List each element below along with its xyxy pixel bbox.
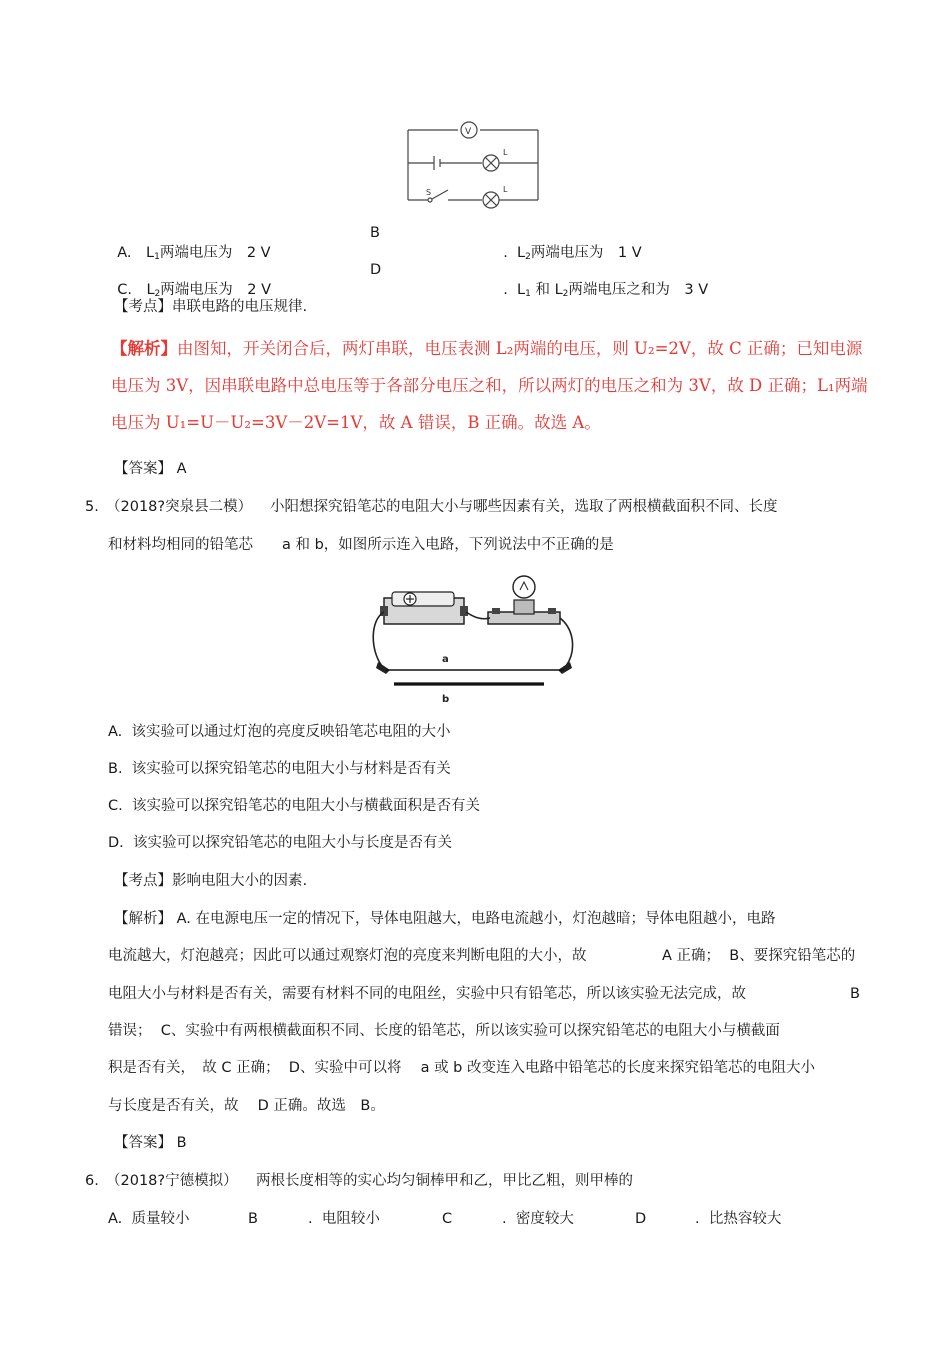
q5-number: 5.: [85, 499, 99, 515]
label-b: b: [442, 694, 450, 705]
q5-stem-line1: 小阳想探究铅笔芯的电阻大小与哪些因素有关，选取了两根横截面积不同、长度: [270, 499, 778, 515]
q5-option-d: D. 该实验可以探究铅笔芯的电阻大小与长度是否有关: [108, 835, 452, 851]
q5-option-b: B. 该实验可以探究铅笔芯的电阻大小与材料是否有关: [108, 761, 451, 777]
q6-option-c-letter: C: [442, 1211, 453, 1227]
q4-option-d: . $L_1$ 和 $L_2$两端电压之和为 3 V: [503, 282, 709, 299]
q6-stem: 两根长度相等的实心均匀铜棒甲和乙，甲比乙粗，则甲棒的: [256, 1173, 633, 1189]
q5-kaodian: 【考点】影响电阻大小的因素.: [114, 873, 308, 889]
q4-jiexi-line1: 【解析】由图知，开关闭合后，两灯串联，电压表测 L₂两端的电压，则 U₂=2V，故 C 正确；已知电源: [111, 339, 863, 358]
q4-jiexi-line2: 电压为 3V，因串联电路中总电压等于各部分电压之和，所以两灯的电压之和为 3V，故 D 正确；L₁两端: [111, 376, 868, 395]
battery-icon: [380, 592, 468, 624]
q6-option-b: . 电阻较小: [308, 1211, 380, 1227]
q5-jiexi-line6: 与长度是否有关，故 D 正确。故选 B。: [108, 1098, 385, 1114]
q4-jiexi-line3: 电压为 U₁=U－U₂=3V－2V=1V，故 A 错误，B 正确。故选 A。: [111, 413, 601, 432]
q6-option-d: . 比热容较大: [695, 1211, 782, 1227]
q5-jiexi-line3b: B: [850, 986, 860, 1002]
q6-source: （2018?宁德模拟）: [106, 1173, 238, 1189]
q4-option-d-letter: D: [370, 262, 382, 278]
q6-option-b-letter: B: [248, 1211, 258, 1227]
q5-option-a: A. 该实验可以通过灯泡的亮度反映铅笔芯电阻的大小: [108, 724, 451, 740]
q6-number: 6.: [85, 1173, 99, 1189]
q5-jiexi-line5: 积是否有关， 故 C 正确； D、实验中可以将 a 或 b 改变连入电路中铅笔芯的长度来探究铅笔芯的电阻大小: [108, 1060, 815, 1076]
series-circuit-diagram: [400, 118, 550, 210]
q5-source: （2018?突泉县二模）: [106, 499, 253, 515]
q5-answer: 【答案】 B: [114, 1135, 187, 1151]
q5-jiexi-line3: 电阻大小与材料是否有关，需要有材料不同的电阻丝，实验中只有铅笔芯，所以该实验无法完成，故: [108, 986, 746, 1002]
switch-label: S: [426, 188, 432, 197]
q5-option-c: C. 该实验可以探究铅笔芯的电阻大小与横截面积是否有关: [108, 798, 480, 814]
voltmeter-label: V: [465, 127, 472, 137]
label-a: a: [442, 654, 449, 665]
pencil-lead-circuit-figure: [370, 570, 580, 708]
q4-option-c: C. $L_2$两端电压为 2 V: [117, 282, 272, 299]
q5-jiexi-line2: 电流越大，灯泡越亮；因此可以通过观察灯泡的亮度来判断电阻的大小，故: [108, 948, 587, 964]
q4-option-b: . $L_2$两端电压为 1 V: [503, 245, 642, 262]
q5-jiexi-line2b: A 正确； B、要探究铅笔芯的: [662, 948, 856, 964]
q4-option-b-letter: B: [370, 225, 380, 241]
q4-kaodian: 【考点】串联电路的电压规律.: [114, 299, 308, 315]
bulb-icon: [488, 576, 560, 624]
q6-option-a: A. 质量较小: [108, 1211, 190, 1227]
q5-stem-line2: 和材料均相同的铅笔芯 a 和 b，如图所示连入电路，下列说法中不正确的是: [108, 537, 614, 553]
q4-answer: 【答案】 A: [114, 461, 187, 477]
q5-jiexi-line1: 【解析】 A. 在电源电压一定的情况下，导体电阻越大，电路电流越小，灯泡越暗；导体电阻越小，电路: [114, 911, 776, 927]
q6-option-c: . 密度较大: [502, 1211, 574, 1227]
lamp1-label: L: [503, 148, 508, 157]
q6-option-d-letter: D: [635, 1211, 647, 1227]
q5-jiexi-line4: 错误； C、实验中有两根横截面积不同、长度的铅笔芯，所以该实验可以探究铅笔芯的电阻大小与横截面: [108, 1023, 780, 1039]
q4-option-a: A. $L_1$两端电压为 2 V: [117, 245, 271, 262]
lamp2-label: L: [503, 185, 508, 194]
